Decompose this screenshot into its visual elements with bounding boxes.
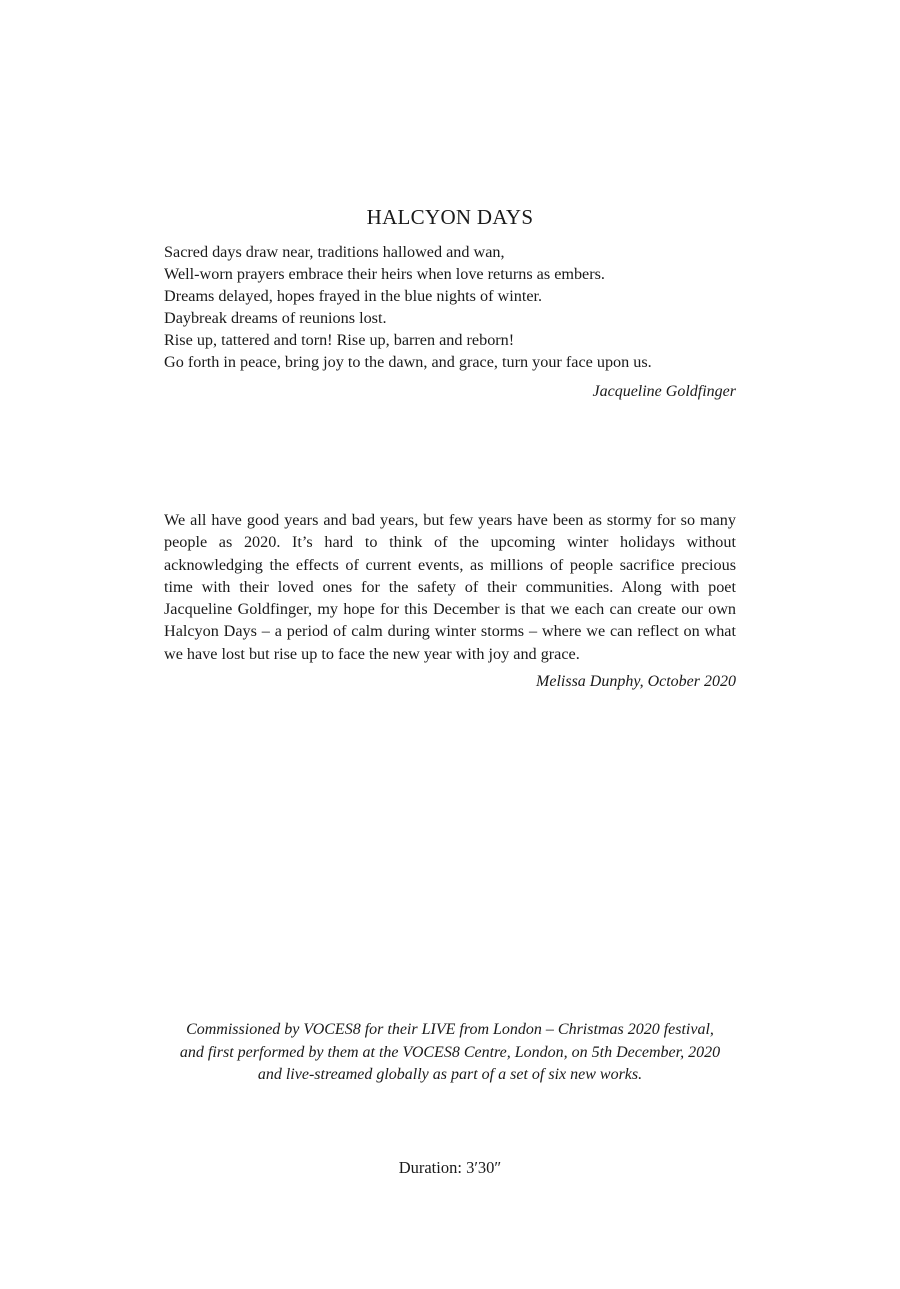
commission-line: and live-streamed globally as part of a set of six new works. bbox=[257, 1066, 643, 1083]
duration: Duration: 3′30″ bbox=[398, 1158, 502, 1177]
poem-line: Go forth in peace, bring joy to the dawn, and grace, turn your face upon us. bbox=[164, 353, 652, 371]
poem-line: Sacred days draw near, traditions hallowed and wan, bbox=[164, 243, 505, 261]
poem-line: Daybreak dreams of reunions lost. bbox=[164, 309, 387, 327]
page-title: HALCYON DAYS bbox=[366, 205, 534, 229]
poem bbox=[164, 241, 744, 373]
poem-line: Well-worn prayers embrace their heirs when love returns as embers. bbox=[164, 265, 605, 283]
poem-line: Rise up, tattered and torn! Rise up, barren and reborn! bbox=[164, 331, 515, 349]
poem-line: Dreams delayed, hopes frayed in the blue nights of winter. bbox=[164, 287, 543, 305]
commission-line: and first performed by them at the VOCES8 Centre, London, on 5th December, 2020 bbox=[179, 1043, 721, 1061]
commission-note bbox=[150, 1019, 750, 1087]
poem-author: Jacqueline Goldfinger bbox=[592, 383, 736, 400]
commission-line: Commissioned by VOCES8 for their LIVE from London – Christmas 2020 festival, bbox=[186, 1021, 714, 1038]
note-signature: Melissa Dunphy, October 2020 bbox=[536, 673, 736, 690]
composer-note: We all have good years and bad years, but few years have been as stormy for so many people as 2020. It’s hard to think of the upcoming winter holidays without acknowledging the effects of current events, as millions of people sacrifice precious time with their loved ones for the safety of their communities. Along with poet Jacqueline Goldfinger, my hope for this December is that we each can create our own Halcyon Days – a period of calm during winter storms – where we can reflect on what we have lost but rise up to face the new year with joy and grace. bbox=[164, 511, 736, 663]
